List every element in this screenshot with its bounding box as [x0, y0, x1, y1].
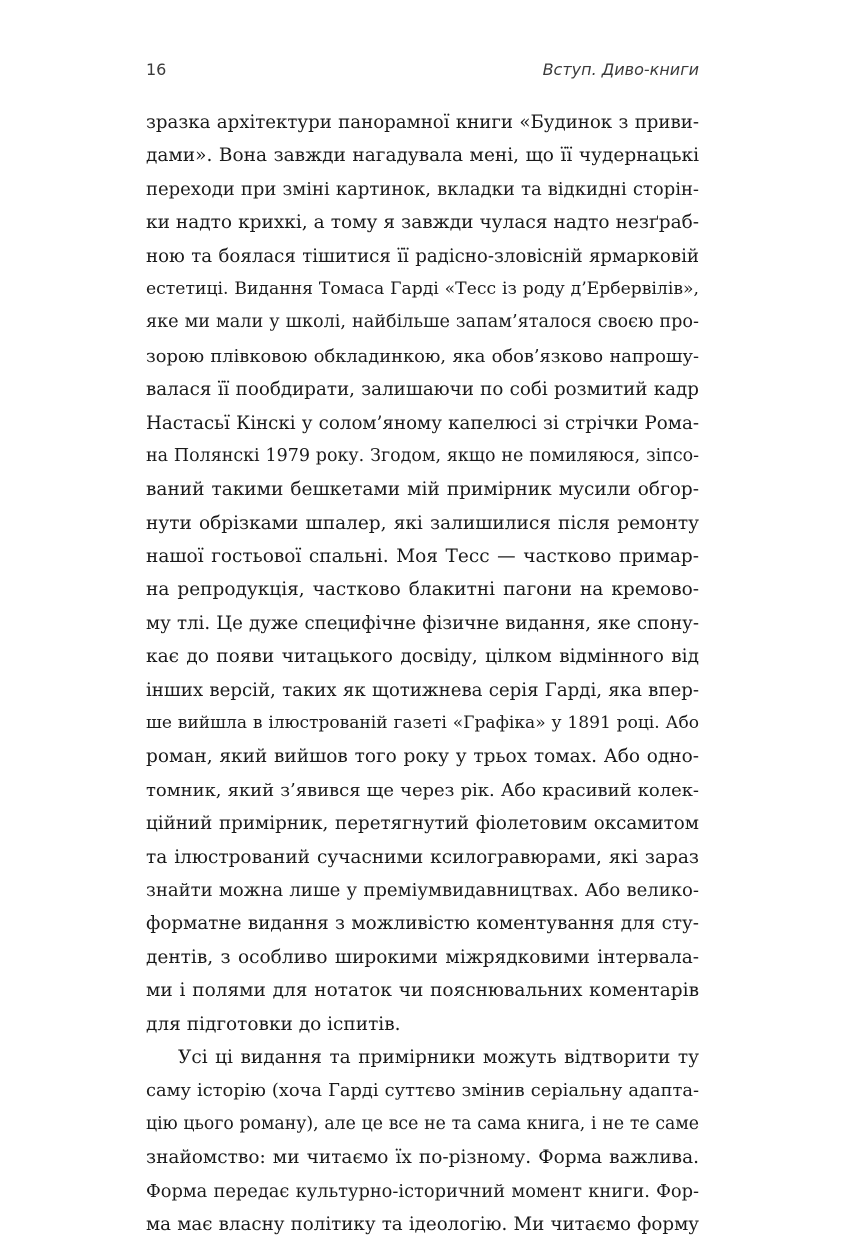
text-line: цію цього роману), але це все не та сама книга, і не те саме [146, 1113, 699, 1134]
text-line: ваний такими бешкетами мій примірник мусили обгор- [146, 479, 699, 501]
text-line: на репродукція, частково блакитні пагони на кремово- [146, 579, 699, 601]
text-line: дентів, з особливо широкими міжрядковими інтервала- [146, 946, 699, 968]
paragraph-2 [146, 1041, 699, 1241]
text-line: ма має власну політику та ідеологію. Ми читаємо форму [146, 1213, 699, 1235]
text-line: ною та боялася тішитися її радісно-зловісній ярмарковій [146, 245, 699, 267]
text-line: на Полянскі 1979 року. Згодом, якщо не помиляюся, зіпсо- [146, 445, 699, 466]
text-line: саму історію (хоча Гарді суттєво змінив серіальну адапта- [146, 1080, 699, 1102]
text-line: для підготовки до іспитів. [146, 1013, 401, 1035]
text-line: інших версій, таких як щотижнева серія Гарді, яка впер- [146, 679, 699, 701]
text-line: форматне видання з можливістю коментування для сту- [146, 913, 699, 935]
text-line: знайомство: ми читаємо їх по-різному. Форма важлива. [146, 1147, 699, 1169]
text-line: томник, який з’явився ще через рік. Або красивий колек- [146, 779, 699, 801]
page-number: 16 [146, 60, 167, 79]
text-line: му тлі. Це дуже специфічне фізичне видання, яке спону- [146, 612, 699, 634]
body-text [146, 106, 699, 1241]
running-head [146, 60, 699, 84]
text-line: та ілюстрований сучасними ксилогравюрами, які зараз [146, 846, 699, 868]
text-line: Усі ці видання та примірники можуть відтворити ту [178, 1046, 699, 1068]
text-line: зразка архітектури панорамної книги «Будинок з приви- [146, 112, 699, 133]
text-line: яке ми мали у школі, найбільше запам’яталося своєю про- [146, 312, 699, 333]
text-line: нашої гостьової спальні. Моя Тесс — частково примар- [146, 546, 699, 568]
text-line: Настасьї Кінскі у солом’яному капелюсі зі стрічки Рома- [146, 412, 699, 434]
text-line: ше вийшла в ілюстрованій газеті «Графіка» у 1891 році. Або [146, 713, 699, 734]
paragraph-1 [146, 106, 699, 1041]
text-line: естетиці. Видання Томаса Гарді «Тесс із роду д’Ербервілів», [146, 278, 699, 299]
text-line: роман, який вийшов того року у трьох томах. Або одно- [146, 746, 699, 768]
running-title: Вступ. Диво-книги [542, 60, 699, 79]
text-line: переходи при зміні картинок, вкладки та відкидні сторін- [146, 178, 699, 200]
text-line: нути обрізками шпалер, які залишилися після ремонту [146, 512, 699, 534]
text-line: валася її пообдирати, залишаючи по собі розмитий кадр [146, 379, 699, 401]
text-line: зорою плівковою обкладинкою, яка обов’язково напрошу- [146, 345, 699, 367]
text-line: знайти можна лише у преміумвидавництвах. Або велико- [146, 879, 699, 901]
text-line: ки надто крихкі, а тому я завжди чулася надто незґраб- [146, 212, 699, 234]
text-line: кає до появи читацького досвіду, цілком відмінного від [146, 646, 699, 668]
text-line: дами». Вона завжди нагадувала мені, що її чудернацькі [146, 145, 699, 167]
text-line: Форма передає культурно-історичний момент книги. Фор- [146, 1180, 699, 1202]
text-line: ційний примірник, перетягнутий фіолетовим оксамитом [146, 813, 699, 835]
text-line: ми і полями для нотаток чи пояснювальних коментарів [146, 980, 699, 1002]
